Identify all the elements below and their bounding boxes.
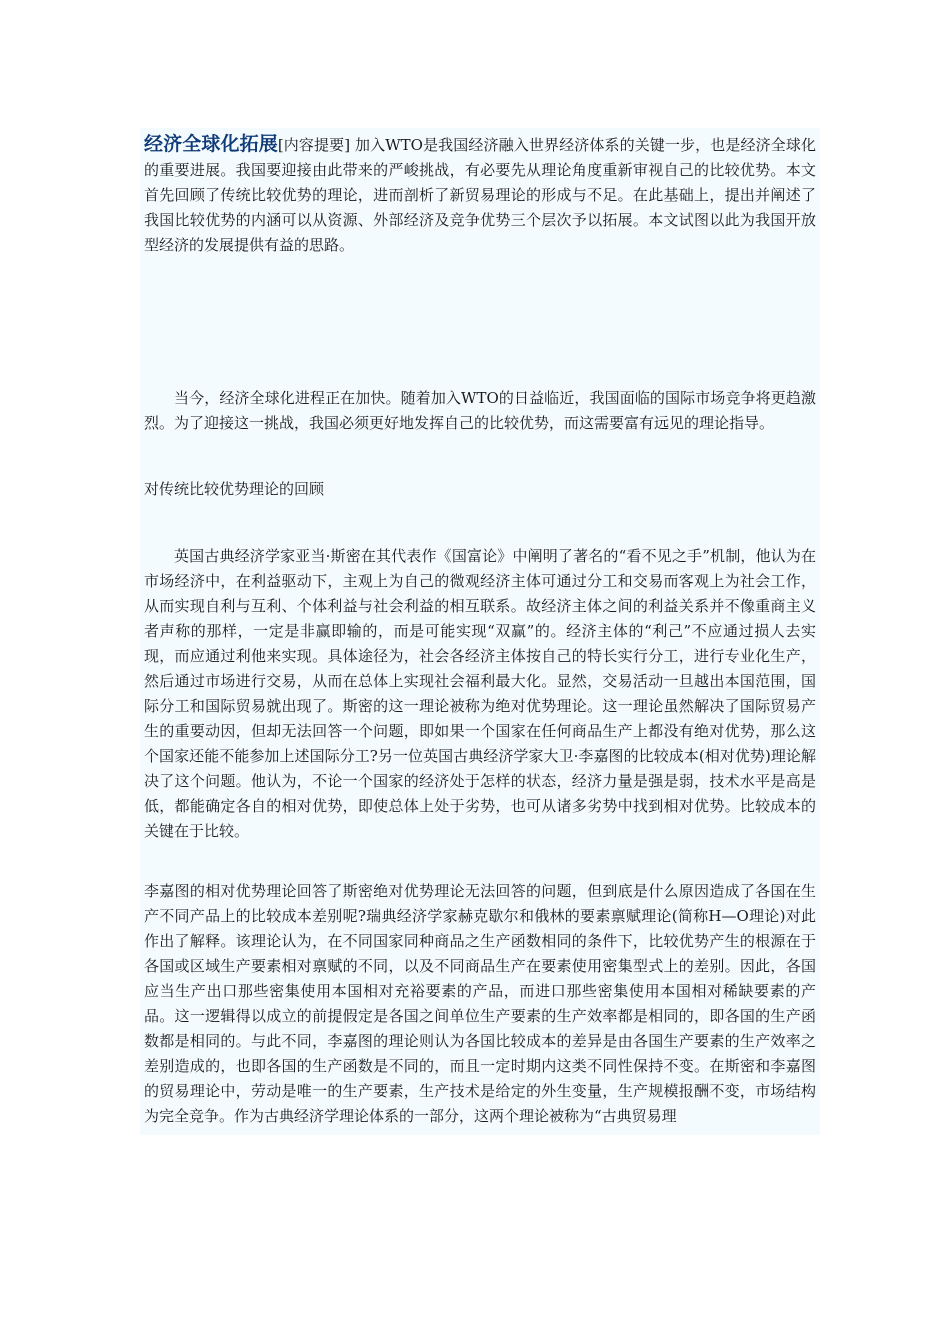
section-heading: 对传统比较优势理论的回顾 xyxy=(144,480,325,498)
abstract-text: [内容提要] 加入WTO是我国经济融入世界经济体系的关键一步，也是经济全球化的重要进展。我国要迎接由此带来的严峻挑战，有必要先从理论角度重新审视自己的比较优势。本文首先回顾了传统比较优势的理论，进而剖析了新贸易理论的形成与不足。在此基础上，提出并阐述了我国比较优势的内涵可以从资源、外部经济及竞争优势三个层次予以拓展。本文试图以此为我国开放型经济的发展提供有益的思路。 xyxy=(144,136,816,254)
intro-paragraph: 当今，经济全球化进程正在加快。随着加入WTO的日益临近，我国面临的国际市场竞争将更趋激烈。为了迎接这一挑战，我国必须更好地发挥自己的比较优势，而这需要富有远见的理论指导。 xyxy=(144,389,816,432)
body-paragraph-1: 英国古典经济学家亚当·斯密在其代表作《国富论》中阐明了著名的“看不见之手”机制，他认为在市场经济中，在利益驱动下，主观上为自己的微观经济主体可通过分工和交易而客观上为社会工作，从而实现自利与互利、个体利益与社会利益的相互联系。故经济主体之间的利益关系并不像重商主义者声称的那样，一定是非赢即输的，而是可能实现“双赢”的。经济主体的“利己”不应通过损人去实现，而应通过利他来实现。具体途径为，社会各经济主体按自己的特长实行分工，进行专业化生产，然后通过市场进行交易，从而在总体上实现社会福利最大化。显然，交易活动一旦越出本国范围，国际分工和国际贸易就出现了。斯密的这一理论被称为绝对优势理论。这一理论虽然解决了国际贸易产生的重要动因，但却无法回答一个问题，即如果一个国家在任何商品生产上都没有绝对优势，那么这个国家还能不能参加上述国际分工?另一位英国古典经济学家大卫·李嘉图的比较成本(相对优势)理论解决了这个问题。他认为，不论一个国家的经济处于怎样的状态，经济力量是强是弱，技术水平是高是低，都能确定各自的相对优势，即使总体上处于劣势，也可从诸多劣势中找到相对优势。比较成本的关键在于比较。 xyxy=(144,547,816,840)
document-title: 经济全球化拓展 xyxy=(144,133,278,155)
body-paragraph-2: 李嘉图的相对优势理论回答了斯密绝对优势理论无法回答的问题，但到底是什么原因造成了各国在生产不同产品上的比较成本差别呢?瑞典经济学家赫克歇尔和俄林的要素禀赋理论(简称H—O理论)对此作出了解释。该理论认为，在不同国家同种商品之生产函数相同的条件下，比较优势产生的根源在于各国或区域生产要素相对禀赋的不同，以及不同商品生产在要素使用密集型式上的差别。因此，各国应当生产出口那些密集使用本国相对充裕要素的产品，而进口那些密集使用本国相对稀缺要素的产品。这一逻辑得以成立的前提假定是各国之间单位生产要素的生产效率都是相同的，即各国的生产函数都是相同的。与此不同，李嘉图的理论则认为各国比较成本的差异是由各国生产要素的生产效率之差别造成的，也即各国的生产函数是不同的，而且一定时期内这类不同性保持不变。在斯密和李嘉图的贸易理论中，劳动是唯一的生产要素，生产技术是给定的外生变量，生产规模报酬不变，市场结构为完全竞争。作为古典经济学理论体系的一部分，这两个理论被称为“古典贸易理 xyxy=(144,882,816,1125)
document-body xyxy=(140,128,820,1135)
abstract-paragraph xyxy=(140,128,820,258)
